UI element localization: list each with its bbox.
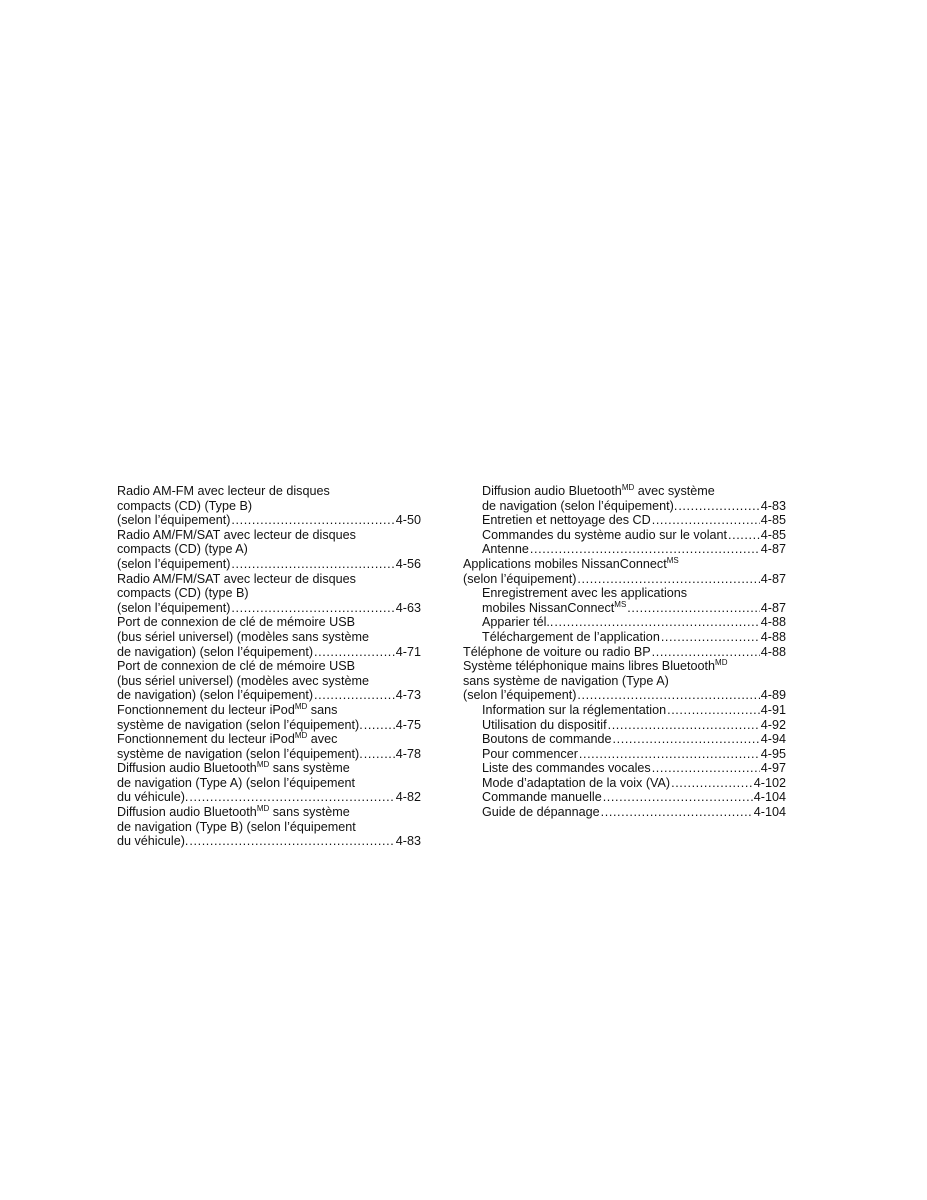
trademark-mark: MS bbox=[666, 555, 679, 565]
toc-entry-title-cont: (selon l’équipement) bbox=[117, 600, 231, 615]
toc-entry-title: Pour commencer bbox=[482, 746, 578, 761]
page-number: 4-75 bbox=[395, 717, 421, 732]
toc-entry-title bbox=[117, 703, 421, 718]
toc-subentry[interactable] bbox=[463, 805, 786, 820]
toc-entry-title: Port de connexion de clé de mémoire USB bbox=[117, 615, 356, 630]
toc-entry[interactable] bbox=[463, 557, 786, 586]
toc-subentry[interactable] bbox=[463, 484, 786, 513]
page-number: 4-87 bbox=[760, 600, 786, 615]
title-text: mobiles NissanConnect bbox=[482, 600, 615, 615]
toc-entry-title-cont: du véhicule). bbox=[117, 790, 189, 805]
toc-entry[interactable] bbox=[117, 703, 421, 732]
dot-leader bbox=[189, 834, 394, 849]
page-number: 4-56 bbox=[395, 556, 421, 571]
toc-entry-title: Liste des commandes vocales bbox=[482, 761, 651, 776]
toc-entry-title-cont: (selon l’équipement) bbox=[117, 556, 231, 571]
dot-leader bbox=[577, 572, 759, 587]
page-number: 4-88 bbox=[760, 629, 786, 644]
dot-leader bbox=[678, 499, 759, 514]
toc-entry-title-cont: sans système de navigation (Type A) bbox=[463, 673, 669, 688]
toc-subentry[interactable] bbox=[463, 732, 786, 747]
dot-leader bbox=[364, 747, 395, 762]
toc-entry[interactable] bbox=[117, 805, 421, 849]
dot-leader bbox=[728, 528, 760, 543]
toc-entry-title-cont: de navigation (Type B) (selon l’équipement bbox=[117, 819, 356, 834]
page-number: 4-82 bbox=[395, 790, 421, 805]
title-text: Système téléphonique mains libres Bluetooth bbox=[463, 659, 716, 674]
toc-entry-title bbox=[482, 484, 786, 499]
title-text: Fonctionnement du lecteur iPod bbox=[117, 732, 295, 747]
page-number: 4-50 bbox=[395, 513, 421, 528]
dot-leader bbox=[613, 732, 760, 747]
page-number: 4-104 bbox=[753, 790, 786, 805]
dot-leader bbox=[231, 601, 394, 616]
page-number: 4-85 bbox=[760, 527, 786, 542]
toc-subentry[interactable] bbox=[463, 542, 786, 557]
toc-entry-title: Radio AM-FM avec lecteur de disques bbox=[117, 484, 330, 498]
toc-entry-title bbox=[117, 761, 421, 776]
toc-subentry[interactable] bbox=[463, 761, 786, 776]
toc-subentry[interactable] bbox=[463, 586, 786, 615]
toc-entry-title: Radio AM/FM/SAT avec lecteur de disques bbox=[117, 571, 356, 586]
toc-entry-title: Utilisation du dispositif bbox=[482, 717, 607, 732]
toc-entry[interactable] bbox=[117, 484, 421, 528]
dot-leader bbox=[189, 790, 394, 805]
toc-entry[interactable] bbox=[117, 528, 421, 572]
toc-entry-title bbox=[463, 659, 786, 674]
title-text: avec bbox=[307, 732, 338, 747]
page-number: 4-71 bbox=[395, 644, 421, 659]
dot-leader bbox=[661, 630, 760, 645]
toc-subentry[interactable] bbox=[463, 790, 786, 805]
toc-entry-title-cont: (selon l’équipement) bbox=[463, 571, 577, 586]
toc-entry-title: Téléchargement de l’application bbox=[482, 629, 660, 644]
toc-entry-title-cont: de navigation (selon l’équipement). bbox=[482, 498, 678, 513]
toc-entry-title: Commandes du système audio sur le volant bbox=[482, 527, 728, 542]
toc-subentry[interactable] bbox=[463, 703, 786, 718]
dot-leader bbox=[652, 513, 760, 528]
dot-leader bbox=[231, 513, 394, 528]
toc-entry-title bbox=[463, 557, 786, 572]
dot-leader bbox=[554, 615, 759, 630]
toc-entry-title-cont: compacts (CD) (type A) bbox=[117, 542, 248, 557]
toc-entry-title-cont: (bus sériel universel) (modèles sans système bbox=[117, 629, 369, 644]
toc-entry-title-cont bbox=[482, 601, 626, 616]
toc-entry-title: Boutons de commande bbox=[482, 732, 612, 747]
toc-right-column bbox=[463, 484, 786, 820]
page-number: 4-89 bbox=[760, 688, 786, 703]
page-number: 4-97 bbox=[760, 761, 786, 776]
toc-entry-title bbox=[117, 805, 421, 820]
toc-entry-title: Antenne bbox=[482, 542, 529, 557]
toc-entry-title: Entretien et nettoyage des CD bbox=[482, 513, 651, 528]
dot-leader bbox=[314, 688, 395, 703]
toc-entry-title-cont: système de navigation (selon l’équipement). bbox=[117, 717, 363, 732]
page-number: 4-102 bbox=[753, 775, 786, 790]
toc-subentry[interactable] bbox=[463, 747, 786, 762]
page-number: 4-104 bbox=[753, 805, 786, 820]
dot-leader bbox=[627, 601, 759, 616]
title-text: Applications mobiles NissanConnect bbox=[463, 556, 667, 571]
title-text: sans système bbox=[269, 761, 350, 776]
page-number: 4-83 bbox=[395, 834, 421, 849]
title-text: avec système bbox=[634, 484, 715, 498]
toc-subentry[interactable] bbox=[463, 718, 786, 733]
toc-entry-title: Commande manuelle bbox=[482, 790, 602, 805]
dot-leader bbox=[579, 747, 760, 762]
toc-entry-title-cont: (selon l’équipement) bbox=[117, 513, 231, 528]
toc-entry-title-cont: de navigation (Type A) (selon l’équipement bbox=[117, 775, 356, 790]
title-text: Diffusion audio Bluetooth bbox=[117, 805, 257, 820]
toc-entry-title: Téléphone de voiture ou radio BP bbox=[463, 644, 651, 659]
toc-entry-title-cont: de navigation) (selon l’équipement) bbox=[117, 644, 314, 659]
toc-entry-title: Radio AM/FM/SAT avec lecteur de disques bbox=[117, 527, 356, 542]
toc-entry-title-cont: (bus sériel universel) (modèles avec système bbox=[117, 673, 369, 688]
page-number: 4-95 bbox=[760, 746, 786, 761]
page-number: 4-92 bbox=[760, 717, 786, 732]
toc-entry-title-cont: compacts (CD) (type B) bbox=[117, 586, 249, 601]
dot-leader bbox=[608, 718, 760, 733]
dot-leader bbox=[577, 688, 759, 703]
toc-left-column bbox=[117, 484, 421, 849]
dot-leader bbox=[667, 703, 760, 718]
dot-leader bbox=[652, 645, 760, 660]
title-text: sans système bbox=[269, 805, 350, 820]
dot-leader bbox=[652, 761, 760, 776]
toc-entry-title: Mode d’adaptation de la voix (VA) bbox=[482, 775, 671, 790]
toc-subentry[interactable] bbox=[463, 615, 786, 630]
dot-leader bbox=[231, 557, 394, 572]
page-number: 4-94 bbox=[760, 732, 786, 747]
trademark-mark: MD bbox=[256, 804, 270, 814]
title-text: Diffusion audio Bluetooth bbox=[482, 484, 622, 498]
toc-entry[interactable] bbox=[117, 572, 421, 616]
dot-leader bbox=[314, 645, 395, 660]
toc-entry-title: Port de connexion de clé de mémoire USB bbox=[117, 659, 356, 674]
page-number: 4-87 bbox=[760, 542, 786, 557]
toc-entry[interactable] bbox=[463, 659, 786, 703]
trademark-mark: MS bbox=[614, 599, 627, 609]
toc-subentry[interactable] bbox=[463, 513, 786, 528]
toc-entry-title-cont: compacts (CD) (Type B) bbox=[117, 498, 253, 513]
toc-entry[interactable] bbox=[463, 645, 786, 660]
title-text: Diffusion audio Bluetooth bbox=[117, 761, 257, 776]
dot-leader bbox=[671, 776, 753, 791]
page-number: 4-78 bbox=[395, 746, 421, 761]
title-text: Fonctionnement du lecteur iPod bbox=[117, 702, 295, 717]
trademark-mark: MD bbox=[294, 731, 308, 741]
toc-subentry[interactable] bbox=[463, 528, 786, 543]
page-number: 4-88 bbox=[760, 644, 786, 659]
title-text: sans bbox=[307, 702, 338, 717]
trademark-mark: MD bbox=[294, 701, 308, 711]
toc-entry-title bbox=[117, 732, 421, 747]
toc-entry-title: Guide de dépannage bbox=[482, 805, 600, 820]
toc-entry-title: Enregistrement avec les applications bbox=[482, 586, 688, 601]
toc-subentry[interactable] bbox=[463, 776, 786, 791]
toc-entry[interactable] bbox=[117, 659, 421, 703]
page-number: 4-83 bbox=[760, 498, 786, 513]
trademark-mark: MD bbox=[715, 658, 728, 668]
trademark-mark: MD bbox=[256, 760, 270, 770]
page-number: 4-91 bbox=[760, 702, 786, 717]
page-number: 4-88 bbox=[760, 615, 786, 630]
toc-entry-title-cont: du véhicule). bbox=[117, 834, 189, 849]
page-number: 4-87 bbox=[760, 571, 786, 586]
dot-leader bbox=[603, 790, 753, 805]
toc-entry-title-cont: système de navigation (selon l’équipement). bbox=[117, 746, 363, 761]
toc-entry[interactable] bbox=[117, 615, 421, 659]
trademark-mark: MD bbox=[621, 483, 635, 492]
toc-entry-title-cont: de navigation) (selon l’équipement) bbox=[117, 688, 314, 703]
toc-entry-title: Apparier tél.. bbox=[482, 615, 554, 630]
page-number: 4-85 bbox=[760, 513, 786, 528]
toc-entry-title: Information sur la réglementation bbox=[482, 702, 667, 717]
toc-subentry[interactable] bbox=[463, 630, 786, 645]
toc-entry[interactable] bbox=[117, 761, 421, 805]
page-number: 4-63 bbox=[395, 600, 421, 615]
dot-leader bbox=[601, 805, 753, 820]
toc-entry-title-cont: (selon l’équipement) bbox=[463, 688, 577, 703]
page-number: 4-73 bbox=[395, 688, 421, 703]
dot-leader bbox=[364, 718, 395, 733]
dot-leader bbox=[530, 542, 760, 557]
toc-entry[interactable] bbox=[117, 732, 421, 761]
